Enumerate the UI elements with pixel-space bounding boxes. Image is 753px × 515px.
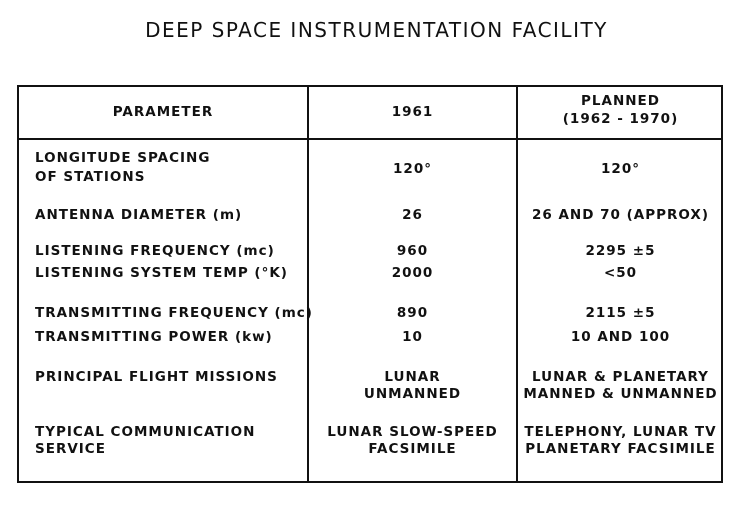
row-antenna-1961: 26 [402,207,423,223]
header-planned: PLANNED [581,93,660,109]
row-transmit-power-1961: 10 [402,329,423,345]
row-communication-planned: TELEPHONY, LUNAR TV [524,424,717,440]
row-longitude-1961: 120° [393,161,432,177]
row-listen-temp-planned: <50 [603,265,638,281]
row-listen-temp-label: LISTENING SYSTEM TEMP (°K) [35,265,288,281]
row-transmit-freq-label: TRANSMITTING FREQUENCY (mc) [35,305,313,321]
row-listen-temp-1961: 2000 [391,265,434,281]
header-1961: 1961 [391,104,434,120]
row-longitude-label-2: OF STATIONS [35,169,146,185]
row-transmit-power-planned: 10 AND 100 [570,329,671,345]
row-listen-freq-1961: 960 [396,243,429,259]
row-missions-planned-2: MANNED & UNMANNED [523,386,718,402]
parameter-table [17,85,723,483]
row-communication-label: TYPICAL COMMUNICATION [35,424,256,440]
row-communication-planned-2: PLANETARY FACSIMILE [525,441,716,457]
page-title: DEEP SPACE INSTRUMENTATION FACILITY [145,18,608,42]
column-divider-2 [516,87,518,481]
row-transmit-freq-1961: 890 [396,305,429,321]
column-divider-1 [307,87,309,481]
row-transmit-power-label: TRANSMITTING POWER (kw) [35,329,273,345]
header-divider [19,138,721,140]
row-longitude-planned: 120° [601,161,640,177]
row-communication-label-2: SERVICE [35,441,106,457]
row-missions-planned: LUNAR & PLANETARY [532,369,709,385]
row-missions-1961: LUNAR [384,369,441,385]
row-communication-1961: LUNAR SLOW-SPEED [327,424,498,440]
row-missions-label: PRINCIPAL FLIGHT MISSIONS [35,369,278,385]
row-listen-freq-planned: 2295 ±5 [585,243,656,259]
row-antenna-label: ANTENNA DIAMETER (m) [35,207,243,223]
row-longitude-label: LONGITUDE SPACING [35,150,211,166]
row-transmit-freq-planned: 2115 ±5 [585,305,656,321]
row-communication-1961-2: FACSIMILE [368,441,457,457]
row-listen-freq-label: LISTENING FREQUENCY (mc) [35,243,275,259]
row-missions-1961-2: UNMANNED [363,386,462,402]
header-planned-years: (1962 - 1970) [562,111,679,127]
row-antenna-planned: 26 AND 70 (APPROX) [531,207,709,223]
header-parameter: PARAMETER [112,104,214,120]
